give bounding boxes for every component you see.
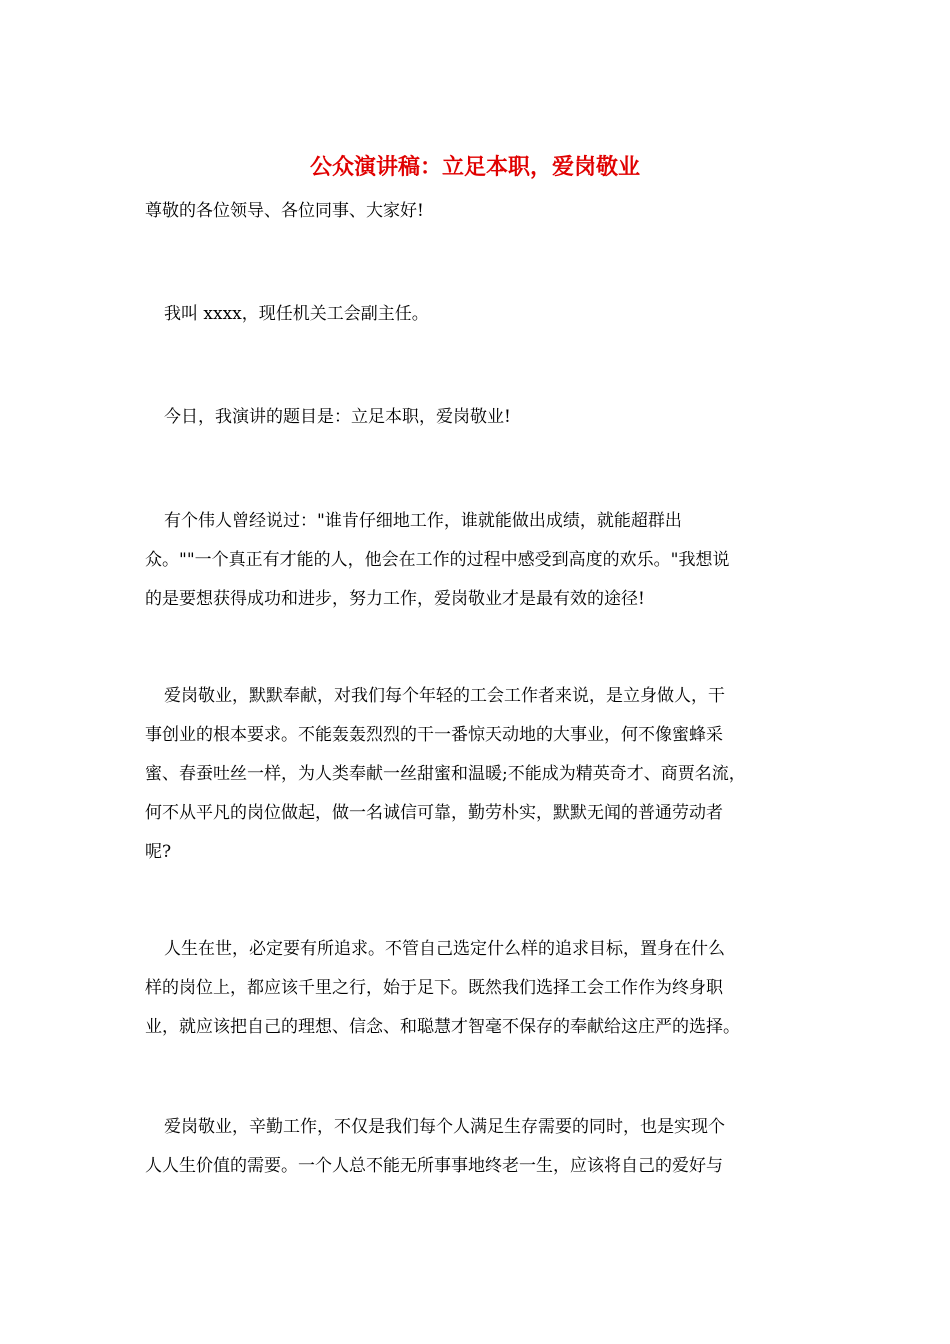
paragraph-line: 有个伟人曾经说过："谁肯仔细地工作，谁就能做出成绩，就能超群出 [164,511,682,531]
paragraph-line: 众。""一个真正有才能的人，他会在工作的过程中感受到高度的欢乐。"我想说 [145,550,730,570]
paragraph-line: 人生在世，必定要有所追求。不管自己选定什么样的追求目标，置身在什么 [164,939,725,959]
paragraph-line: 今日，我演讲的题目是：立足本职，爱岗敬业! [164,407,511,427]
paragraph-line: 事创业的根本要求。不能轰轰烈烈的干一番惊天动地的大事业，何不像蜜蜂采 [145,725,723,745]
paragraph-line: 蜜、春蚕吐丝一样，为人类奉献一丝甜蜜和温暖;不能成为精英奇才、商贾名流， [145,764,746,784]
paragraph-line: 人人生价值的需要。一个人总不能无所事事地终老一生，应该将自己的爱好与 [145,1156,723,1176]
paragraph-dedication [145,677,746,872]
paragraph-value [145,1108,725,1186]
greeting-line: 尊敬的各位领导、各位同事、大家好! [145,201,424,221]
paragraph-line: 的是要想获得成功和进步，努力工作，爱岗敬业才是最有效的途径! [145,589,645,609]
paragraph-line: 样的岗位上，都应该千里之行，始于足下。既然我们选择工会工作作为终身职 [145,978,723,998]
document-title: 公众演讲稿：立足本职，爱岗敬业 [309,155,640,180]
paragraph-line: 何不从平凡的岗位做起，做一名诚信可靠，勤劳朴实，默默无闻的普通劳动者 [145,803,723,823]
greeting [145,192,424,231]
paragraph-line: 爱岗敬业，辛勤工作，不仅是我们每个人满足生存需要的同时，也是实现个 [164,1117,725,1137]
paragraph-quote [145,502,729,619]
paragraph-intro [145,295,429,334]
paragraph-line: 呢? [145,842,172,862]
paragraph-pursuit [145,930,740,1047]
paragraph-line: 爱岗敬业，默默奉献，对我们每个年轻的工会工作者来说，是立身做人，干 [164,686,725,706]
paragraph-topic [145,398,511,437]
paragraph-line: 我叫 xxxx，现任机关工会副主任。 [164,304,429,324]
paragraph-line: 业，就应该把自己的理想、信念、和聪慧才智毫不保存的奉献给这庄严的选择。 [145,1017,740,1037]
